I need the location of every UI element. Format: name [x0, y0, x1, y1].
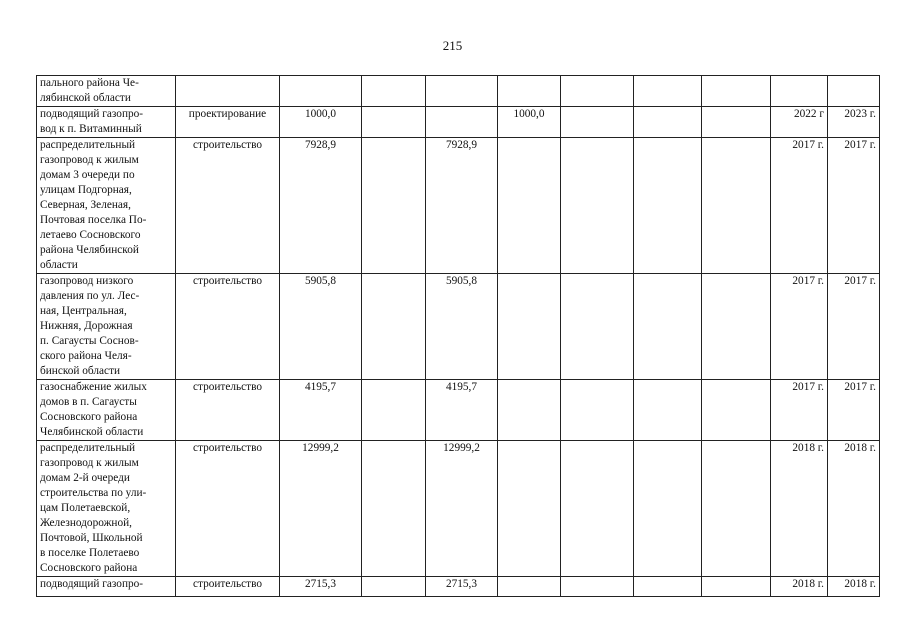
- amount-cell-5: 2715,3: [426, 577, 498, 597]
- table-row: [37, 441, 880, 577]
- object-name-line: района Челябинской: [40, 244, 139, 256]
- object-name-line: лябинской области: [40, 92, 131, 104]
- object-name-line: распределительный: [40, 139, 136, 151]
- amount-cell-9: [702, 380, 771, 441]
- object-name-cell: [37, 441, 176, 577]
- end-year-cell: 2017 г.: [828, 138, 880, 274]
- object-name-line: ского района Челя-: [40, 350, 132, 362]
- amount-cell-5: 7928,9: [426, 138, 498, 274]
- amount-cell-8: [634, 107, 702, 138]
- total-cell: 1000,0: [280, 107, 362, 138]
- table-row: [37, 577, 880, 597]
- amount-cell-6: [498, 380, 561, 441]
- object-name-cell: [37, 107, 176, 138]
- object-name-line: домам 2-й очереди: [40, 472, 130, 484]
- object-name-line: Сосновского района: [40, 411, 138, 423]
- object-name-line: пального района Че-: [40, 77, 139, 89]
- object-name-cell: [37, 274, 176, 380]
- object-name-line: Северная, Зеленая,: [40, 199, 131, 211]
- amount-cell-8: [634, 577, 702, 597]
- start-year-cell: [771, 76, 828, 107]
- amount-cell-9: [702, 107, 771, 138]
- amount-cell-9: [702, 274, 771, 380]
- table-row: [37, 76, 880, 107]
- stage-cell: проектирование: [176, 107, 280, 138]
- start-year-cell: 2017 г.: [771, 138, 828, 274]
- object-name-line: газопровод низкого: [40, 275, 134, 287]
- amount-cell-4: [362, 380, 426, 441]
- end-year-cell: 2017 г.: [828, 380, 880, 441]
- table-row: [37, 107, 880, 138]
- total-cell: 12999,2: [280, 441, 362, 577]
- amount-cell-9: [702, 577, 771, 597]
- amount-cell-7: [561, 577, 634, 597]
- object-name-line: ная, Центральная,: [40, 305, 127, 317]
- object-name-line: домов в п. Сагаусты: [40, 396, 137, 408]
- amount-cell-6: [498, 138, 561, 274]
- amount-cell-6: [498, 76, 561, 107]
- amount-cell-9: [702, 441, 771, 577]
- table-row: [37, 274, 880, 380]
- object-name-line: домам 3 очереди по: [40, 169, 135, 181]
- stage-cell: строительство: [176, 380, 280, 441]
- object-name-line: цам Полетаевской,: [40, 502, 131, 514]
- amount-cell-9: [702, 76, 771, 107]
- total-cell: [280, 76, 362, 107]
- end-year-cell: 2023 г.: [828, 107, 880, 138]
- amount-cell-5: [426, 107, 498, 138]
- amount-cell-7: [561, 107, 634, 138]
- amount-cell-4: [362, 138, 426, 274]
- page-number: 215: [442, 38, 463, 53]
- amount-cell-7: [561, 274, 634, 380]
- object-name-line: Сосновского района: [40, 562, 138, 574]
- stage-cell: строительство: [176, 138, 280, 274]
- amount-cell-4: [362, 577, 426, 597]
- amount-cell-6: [498, 274, 561, 380]
- stage-cell: [176, 76, 280, 107]
- object-name-line: области: [40, 259, 78, 271]
- amount-cell-6: 1000,0: [498, 107, 561, 138]
- object-name-line: в поселке Полетаево: [40, 547, 140, 559]
- amount-cell-4: [362, 107, 426, 138]
- stage-cell: строительство: [176, 577, 280, 597]
- table-row: [37, 380, 880, 441]
- table-body: [37, 76, 880, 597]
- end-year-cell: 2018 г.: [828, 577, 880, 597]
- amount-cell-6: [498, 577, 561, 597]
- amount-cell-5: 4195,7: [426, 380, 498, 441]
- object-name-line: распределительный: [40, 442, 136, 454]
- amount-cell-8: [634, 138, 702, 274]
- end-year-cell: 2017 г.: [828, 274, 880, 380]
- object-name-line: улицам Подгорная,: [40, 184, 132, 196]
- amount-cell-5: 12999,2: [426, 441, 498, 577]
- total-cell: 2715,3: [280, 577, 362, 597]
- object-name-line: бинской области: [40, 365, 121, 377]
- start-year-cell: 2018 г.: [771, 441, 828, 577]
- amount-cell-5: 5905,8: [426, 274, 498, 380]
- amount-cell-8: [634, 380, 702, 441]
- total-cell: 4195,7: [280, 380, 362, 441]
- amount-cell-8: [634, 76, 702, 107]
- object-name-cell: [37, 76, 176, 107]
- object-name-line: вод к п. Витаминный: [40, 123, 142, 135]
- amount-cell-7: [561, 138, 634, 274]
- amount-cell-4: [362, 76, 426, 107]
- start-year-cell: 2018 г.: [771, 577, 828, 597]
- start-year-cell: 2017 г.: [771, 380, 828, 441]
- object-name-line: газопровод к жилым: [40, 457, 139, 469]
- amount-cell-6: [498, 441, 561, 577]
- table-row: [37, 138, 880, 274]
- object-name-line: давления по ул. Лес-: [40, 290, 140, 302]
- object-name-line: Почтовой, Школьной: [40, 532, 143, 544]
- object-name-line: Нижняя, Дорожная: [40, 320, 133, 332]
- object-name-cell: [37, 138, 176, 274]
- amount-cell-4: [362, 274, 426, 380]
- object-name-cell: [37, 577, 176, 597]
- object-name-line: Челябинской области: [40, 426, 144, 438]
- amount-cell-8: [634, 441, 702, 577]
- total-cell: 7928,9: [280, 138, 362, 274]
- total-cell: 5905,8: [280, 274, 362, 380]
- object-name-line: газоснабжение жилых: [40, 381, 147, 393]
- object-name-line: строительства по ули-: [40, 487, 147, 499]
- start-year-cell: 2022 г: [771, 107, 828, 138]
- object-name-line: п. Сагаусты Соснов-: [40, 335, 139, 347]
- program-table: [36, 75, 880, 597]
- amount-cell-7: [561, 441, 634, 577]
- stage-cell: строительство: [176, 274, 280, 380]
- object-name-line: летаево Сосновского: [40, 229, 141, 241]
- amount-cell-9: [702, 138, 771, 274]
- stage-cell: строительство: [176, 441, 280, 577]
- object-name-line: Почтовая поселка По-: [40, 214, 147, 226]
- object-name-line: газопровод к жилым: [40, 154, 139, 166]
- object-name-line: Железнодорожной,: [40, 517, 132, 529]
- amount-cell-7: [561, 76, 634, 107]
- amount-cell-8: [634, 274, 702, 380]
- amount-cell-7: [561, 380, 634, 441]
- end-year-cell: [828, 76, 880, 107]
- object-name-line: подводящий газопро-: [40, 578, 144, 590]
- start-year-cell: 2017 г.: [771, 274, 828, 380]
- object-name-line: подводящий газопро-: [40, 108, 144, 120]
- object-name-cell: [37, 380, 176, 441]
- amount-cell-4: [362, 441, 426, 577]
- end-year-cell: 2018 г.: [828, 441, 880, 577]
- amount-cell-5: [426, 76, 498, 107]
